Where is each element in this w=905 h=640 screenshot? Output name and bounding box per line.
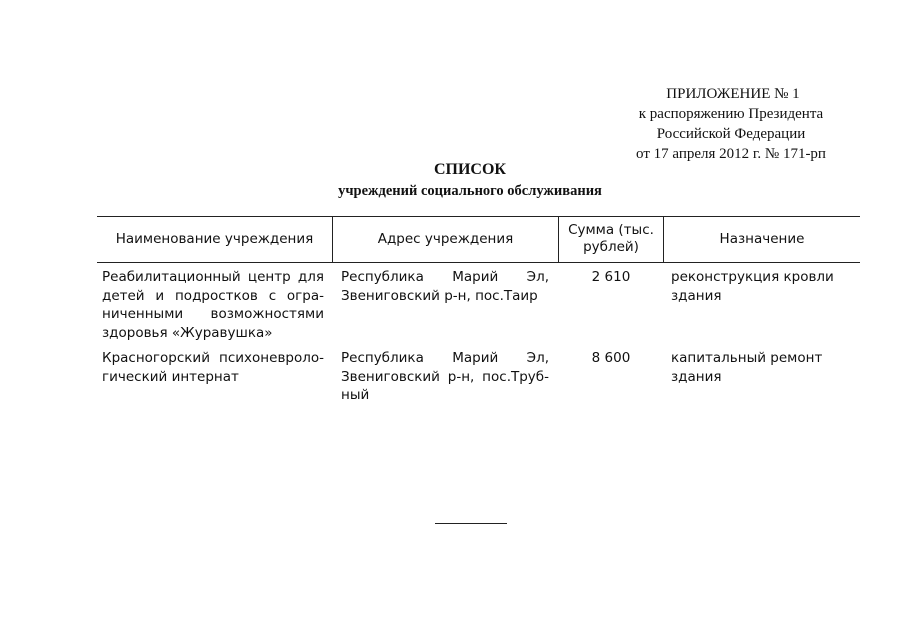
- cell-line: Реабилитационный центр для: [102, 269, 324, 285]
- header-purpose: Назначение: [719, 230, 805, 247]
- table-row-1-sum: 2 610: [591, 269, 631, 285]
- appendix-line: от 17 апреля 2012 г. № 171-рп: [636, 146, 826, 162]
- header-name: Наименование учреждения: [115, 230, 314, 247]
- table-row-1-purpose: [671, 268, 856, 305]
- cell-line: реконструкция кровли: [671, 269, 834, 285]
- cell-line: Звениговский р-н, пос.Таир: [341, 287, 538, 304]
- table-row-1-name: [102, 268, 324, 342]
- cell-line: Звениговский р-н, пос.Труб-: [341, 368, 549, 385]
- appendix-line: Российской Федерации: [656, 126, 806, 142]
- table-row-2-address: [341, 349, 549, 405]
- cell-line: Республика Марий Эл,: [341, 269, 549, 285]
- header-address: Адрес учреждения: [377, 230, 514, 247]
- end-of-document-rule: [435, 523, 507, 524]
- cell-line: ниченными возможностями: [102, 306, 324, 322]
- document-title-block: [100, 160, 840, 201]
- cell-line: ный: [341, 387, 370, 403]
- table-row-2-name: [102, 349, 324, 386]
- cell-line: гический интернат: [102, 368, 239, 385]
- table-row-2-sum: 8 600: [591, 350, 631, 366]
- document-subtitle: учреждений социального обслуживания: [338, 183, 602, 199]
- table-row-1-address: [341, 268, 549, 305]
- cell-line: здоровья «Журавушка»: [102, 324, 273, 341]
- appendix-line: к распоряжению Президента: [638, 106, 824, 122]
- table-header-rule: [97, 262, 860, 263]
- header-sum: Сумма (тыс. рублей): [568, 222, 654, 255]
- document-title: СПИСОК: [433, 161, 507, 178]
- cell-line: капитальный ремонт: [671, 350, 823, 366]
- appendix-block: [600, 84, 862, 164]
- table-row-2-purpose: [671, 349, 856, 386]
- appendix-title: ПРИЛОЖЕНИЕ № 1: [666, 86, 800, 102]
- cell-line: детей и подростков с огра-: [102, 287, 324, 304]
- cell-line: здания: [671, 287, 722, 304]
- cell-line: Республика Марий Эл,: [341, 350, 549, 366]
- cell-line: Красногорский психоневроло-: [102, 350, 324, 366]
- cell-line: здания: [671, 368, 722, 385]
